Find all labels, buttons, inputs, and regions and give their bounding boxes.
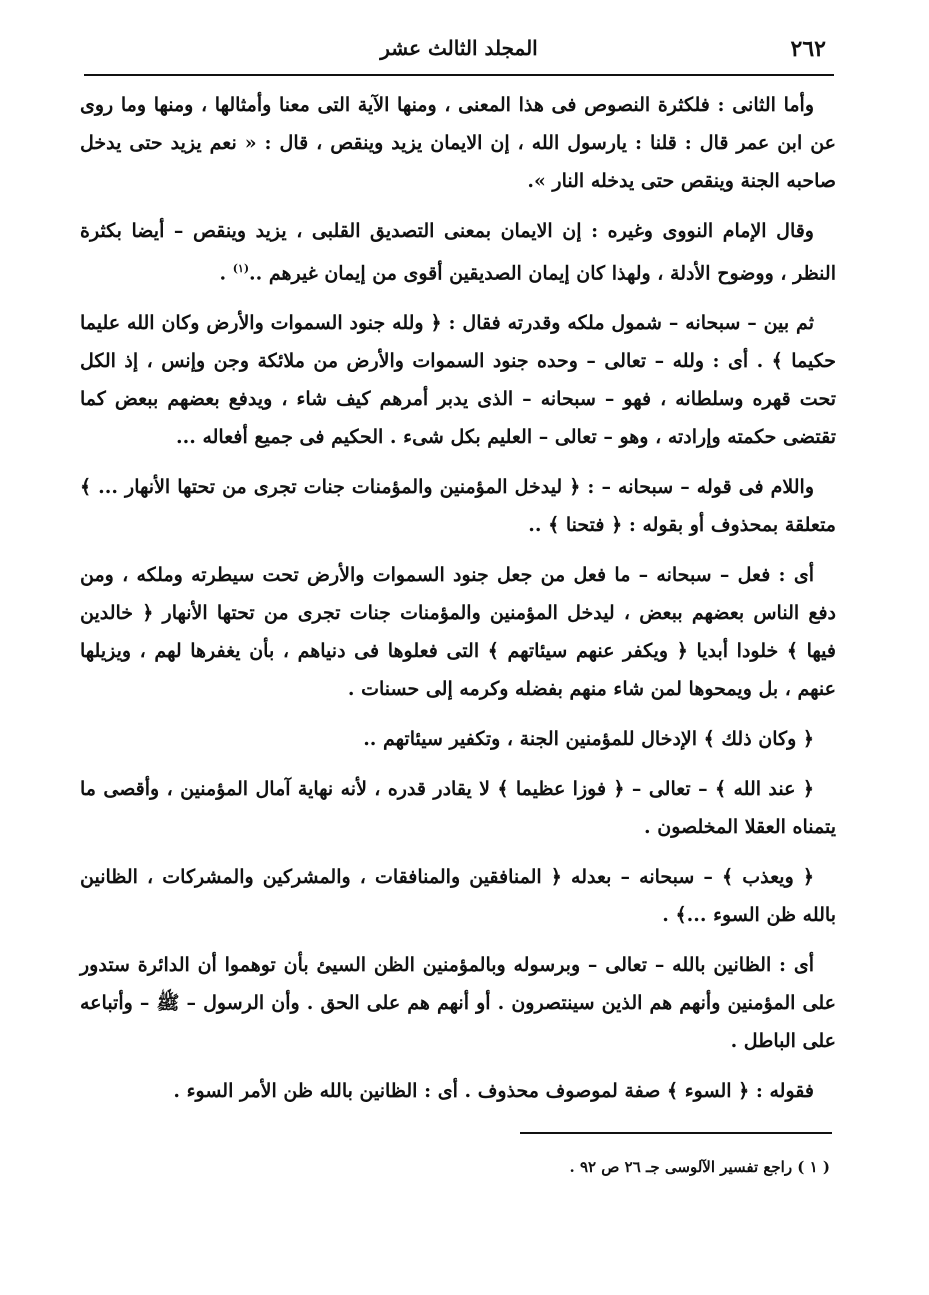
paragraph-5: أى : فعل – سبحانه – ما فعل من جعل جنود السموات والأرض تحت سيطرته وملكه ، ومن دفع الناس بعضهم ببعض ، ليدخل المؤمنين والمؤمنات جنات تجرى من تحتها الأنهار ﴿ خالدين فيها ﴾ خلودا أبديا ﴿ ويكفر عنهم سيئاتهم ﴾ التى فعلوها فى دنياهم ، بأن يغفرها لهم ، ويزيلها عنهم ، بل ويمحوها لمن شاء منهم بفضله وكرمه إلى حسنات . — [80, 564, 836, 701]
main-text — [80, 86, 836, 1122]
footnote: ( ١ ) راجع تفسير الآلوسى جـ ٢٦ ص ٩٢ . — [569, 1158, 830, 1176]
paragraph-7: ﴿ عند الله ﴾ – تعالى – ﴿ فوزا عظيما ﴾ لا يقادر قدره ، لأنه نهاية آمال المؤمنين ، وأقصى ما يتمناه العقلا المخلصون . — [80, 778, 836, 839]
paragraph-3: ثم بين – سبحانه – شمول ملكه وقدرته فقال : ﴿ ولله جنود السموات والأرض وكان الله عليما حكيما ﴾ . أى : ولله – تعالى – وحده جنود السموات والأرض من ملائكة وجن وإنس ، إذ الكل تحت قهره وسلطانه ، فهو – سبحانه – الذى يدبر أمرهم كيف شاء ، ويدفع بعضهم ببعض كما تقتضى حكمته وإرادته ، وهو – تعالى – العليم بكل شىء . الحكيم فى جميع أفعاله ... — [80, 312, 836, 449]
paragraph-4: واللام فى قوله – سبحانه – : ﴿ ليدخل المؤمنين والمؤمنات جنات تجرى من تحتها الأنهار ... ﴾ متعلقة بمحذوف أو بقوله : ﴿ فتحنا ﴾ .. — [80, 476, 836, 537]
paragraph-9: أى : الظانين بالله – تعالى – وبرسوله وبالمؤمنين الظن السيئ بأن توهموا أن الدائرة ستدور على المؤمنين وأنهم هم الذين سينتصرون . أو أنهم هم على الحق . وأن الرسول – ﷺ – وأتباعه على الباطل . — [80, 954, 836, 1053]
page-number: ٢٦٢ — [790, 36, 826, 62]
page-header — [84, 30, 834, 70]
paragraph-2 — [80, 212, 836, 292]
paragraph-6: ﴿ وكان ذلك ﴾ الإدخال للمؤمنين الجنة ، وتكفير سيئاتهم .. — [363, 728, 814, 751]
footnote-divider — [520, 1132, 832, 1134]
paragraph-2-tail: . — [219, 262, 227, 285]
running-title: المجلد الثالث عشر — [380, 36, 538, 60]
paragraph-8: ﴿ ويعذب ﴾ – سبحانه – بعدله ﴿ المنافقين والمنافقات ، والمشركين والمشركات ، الظانين بالله ظن السوء ...﴾ . — [80, 866, 836, 927]
paragraph-1: وأما الثانى : فلكثرة النصوص فى هذا المعنى ، ومنها الآية التى معنا وأمثالها ، ومنها وما روى عن ابن عمر قال : قلنا : يارسول الله ، إن الايمان يزيد وينقص ، قال : « نعم يزيد حتى يدخل صاحبه الجنة وينقص حتى يدخله النار ». — [80, 94, 836, 192]
footnote-marker: (١) — [232, 262, 250, 275]
header-divider — [84, 74, 834, 76]
paragraph-2-text: وقال الإمام النووى وغيره : إن الايمان بمعنى التصديق القلبى ، يزيد وينقص – أيضا بكثرة النظر ، ووضوح الأدلة ، ولهذا كان إيمان الصديقين أقوى من إيمان غيرهم .. — [80, 220, 836, 285]
paragraph-10: فقوله : ﴿ السوء ﴾ صفة لموصوف محذوف . أى : الظانين بالله ظن الأمر السوء . — [173, 1080, 814, 1103]
